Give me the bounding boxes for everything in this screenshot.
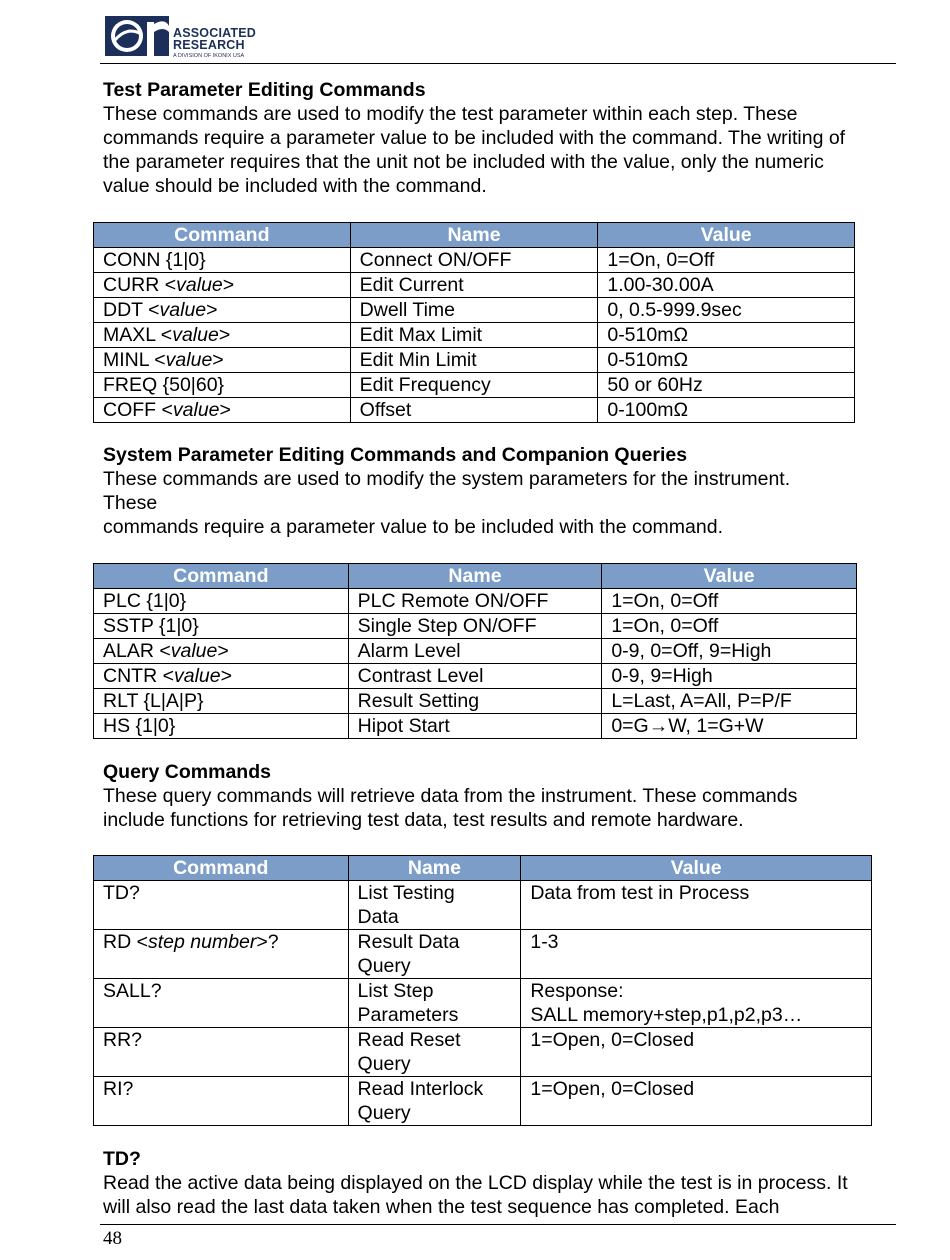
table-row [94, 348, 855, 373]
table-row [94, 714, 857, 739]
column-header: Command [94, 856, 349, 881]
section-heading-system-params: System Parameter Editing Commands and Companion Queries [103, 444, 688, 466]
logo-text: ASSOCIATED RESEARCH [173, 26, 257, 52]
page-body [103, 78, 893, 198]
name-cell: Dwell Time [350, 298, 598, 323]
name-cell: Edit Frequency [350, 373, 598, 398]
value-cell: 1=On, 0=Off [598, 248, 855, 273]
system-parameter-commands-table [93, 563, 857, 739]
table-row [94, 373, 855, 398]
value-cell: 50 or 60Hz [598, 373, 855, 398]
table-row [94, 398, 855, 423]
table-row [94, 664, 857, 689]
section-heading-td: TD? [103, 1148, 141, 1170]
name-cell: Result Setting [348, 689, 602, 714]
page-number: 48 [103, 1228, 122, 1249]
name-cell: Hipot Start [348, 714, 602, 739]
command-cell: FREQ {50|60} [94, 373, 351, 398]
column-header: Name [350, 223, 598, 248]
command-cell: TD? [94, 881, 349, 930]
table-row [94, 589, 857, 614]
section-paragraph: These commands are used to modify the system parameters for the instrument. These commands require a parameter value to be included with the command. [103, 468, 791, 538]
section-paragraph: These query commands will retrieve data from the instrument. These commands include functions for retrieving test data, test results and remote hardware. [103, 785, 798, 831]
section-paragraph: These commands are used to modify the test parameter within each step. These commands require a parameter value to be included with the command. The writing of the parameter requires that the unit not be included with the value, only the numeric value should be included with the command. [103, 103, 846, 197]
value-cell: 0-510mΩ [598, 323, 855, 348]
table-header-row [94, 223, 855, 248]
logo-tagline: A DIVISION OF IKONIX USA [173, 53, 245, 59]
command-cell: MAXL <value> [94, 323, 351, 348]
logo-mark-icon [105, 12, 169, 60]
table-row [94, 689, 857, 714]
value-cell: 1.00-30.00A [598, 273, 855, 298]
value-cell: 1=Open, 0=Closed [521, 1028, 872, 1077]
column-header: Value [521, 856, 872, 881]
command-cell: CONN {1|0} [94, 248, 351, 273]
table-row [94, 930, 872, 979]
column-header: Name [348, 564, 602, 589]
name-cell: List Step Parameters [348, 979, 521, 1028]
name-cell: Single Step ON/OFF [348, 614, 602, 639]
column-header: Command [94, 564, 349, 589]
table-row [94, 1077, 872, 1126]
value-cell: 1=On, 0=Off [602, 589, 857, 614]
name-cell: Edit Max Limit [350, 323, 598, 348]
name-cell: Edit Current [350, 273, 598, 298]
value-cell: Data from test in Process [521, 881, 872, 930]
table-row [94, 323, 855, 348]
command-cell: RD <step number>? [94, 930, 349, 979]
table-row [94, 881, 872, 930]
table-row [94, 298, 855, 323]
table-header-row [94, 856, 872, 881]
value-cell: 0-510mΩ [598, 348, 855, 373]
column-header: Value [598, 223, 855, 248]
value-cell: 0-9, 0=Off, 9=High [602, 639, 857, 664]
name-cell: Alarm Level [348, 639, 602, 664]
section-2 [103, 443, 893, 539]
name-cell: Contrast Level [348, 664, 602, 689]
footer-divider [100, 1224, 896, 1225]
name-cell: List Testing Data [348, 881, 521, 930]
query-commands-table [93, 855, 872, 1126]
table-row [94, 248, 855, 273]
name-cell: Read Reset Query [348, 1028, 521, 1077]
section-3 [103, 760, 893, 832]
command-cell: SALL? [94, 979, 349, 1028]
value-cell: 0-100mΩ [598, 398, 855, 423]
value-cell: 1-3 [521, 930, 872, 979]
value-cell: 1=On, 0=Off [602, 614, 857, 639]
column-header: Command [94, 223, 351, 248]
command-cell: RI? [94, 1077, 349, 1126]
command-cell: PLC {1|0} [94, 589, 349, 614]
command-cell: HS {1|0} [94, 714, 349, 739]
command-cell: RR? [94, 1028, 349, 1077]
table-row [94, 639, 857, 664]
command-cell: DDT <value> [94, 298, 351, 323]
table-row [94, 979, 872, 1028]
page-header [100, 8, 896, 64]
column-header: Name [348, 856, 521, 881]
column-header: Value [602, 564, 857, 589]
table-row [94, 614, 857, 639]
table-row [94, 273, 855, 298]
value-cell: 0-9, 9=High [602, 664, 857, 689]
command-cell: COFF <value> [94, 398, 351, 423]
company-logo [105, 12, 265, 60]
value-cell: 0, 0.5-999.9sec [598, 298, 855, 323]
name-cell: Connect ON/OFF [350, 248, 598, 273]
section-4 [103, 1147, 898, 1219]
value-cell: Response: SALL memory+step,p1,p2,p3… [521, 979, 872, 1028]
name-cell: Edit Min Limit [350, 348, 598, 373]
table-header-row [94, 564, 857, 589]
command-cell: SSTP {1|0} [94, 614, 349, 639]
section-heading-test-params: Test Parameter Editing Commands [103, 79, 426, 101]
name-cell: PLC Remote ON/OFF [348, 589, 602, 614]
name-cell: Result Data Query [348, 930, 521, 979]
section-paragraph: Read the active data being displayed on the LCD display while the test is in process. It will also read the last data taken when the test sequence has completed. Each [103, 1172, 848, 1218]
value-cell: 0=G→W, 1=G+W [602, 714, 857, 739]
value-cell: 1=Open, 0=Closed [521, 1077, 872, 1126]
name-cell: Read Interlock Query [348, 1077, 521, 1126]
command-cell: MINL <value> [94, 348, 351, 373]
table-row [94, 1028, 872, 1077]
command-cell: RLT {L|A|P} [94, 689, 349, 714]
test-parameter-commands-table [93, 222, 855, 423]
command-cell: CURR <value> [94, 273, 351, 298]
command-cell: ALAR <value> [94, 639, 349, 664]
command-cell: CNTR <value> [94, 664, 349, 689]
section-heading-query-commands: Query Commands [103, 761, 271, 783]
name-cell: Offset [350, 398, 598, 423]
value-cell: L=Last, A=All, P=P/F [602, 689, 857, 714]
